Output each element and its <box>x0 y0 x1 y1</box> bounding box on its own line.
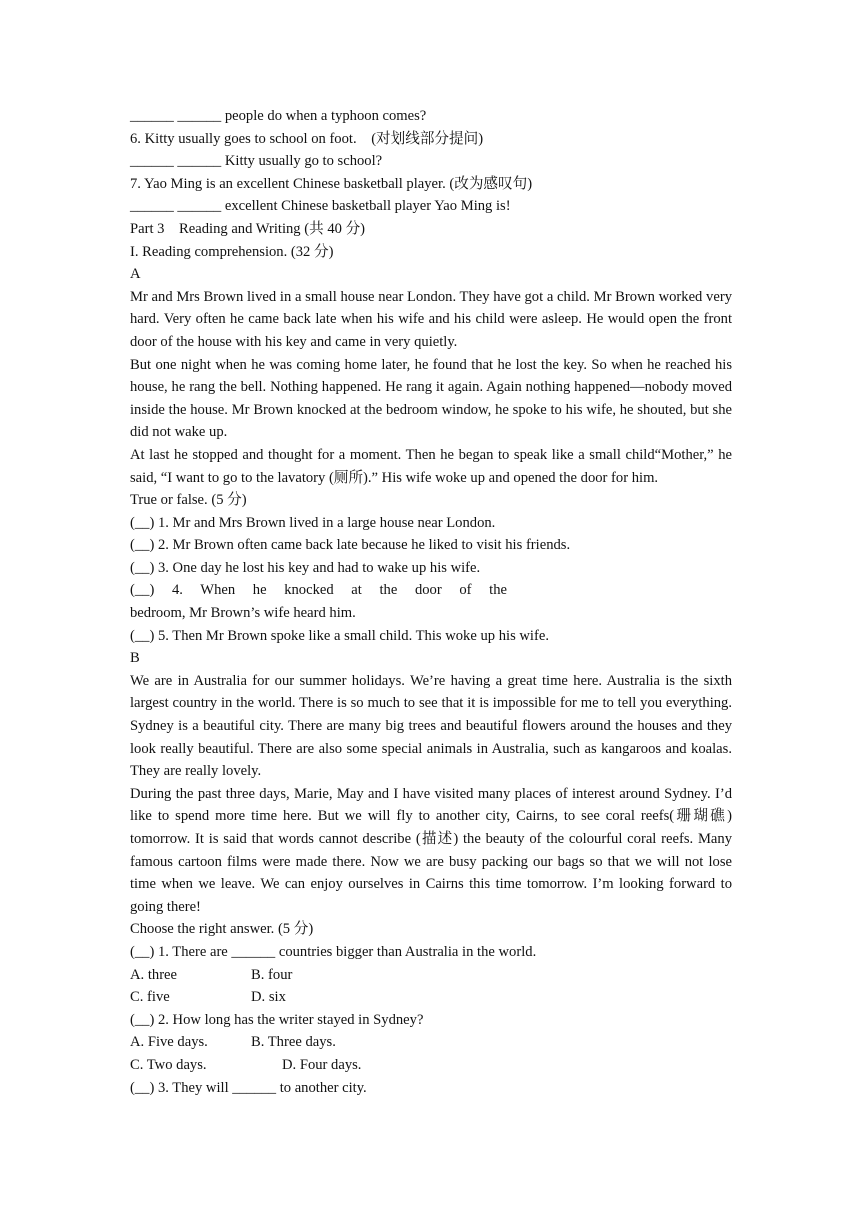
multiple-choice-instruction: Choose the right answer. (5 分) <box>130 921 314 938</box>
true-false-instruction: True or false. (5 分) <box>130 492 247 509</box>
passage-a-paragraph: Mr and Mrs Brown lived in a small house near London. They have got a child. Mr Brown worked very hard. Very often he came back late when his wife and his child were asleep. He would open the front door of the house with his key and came in very quietly. <box>130 288 732 350</box>
answer-options-row <box>130 986 732 1009</box>
true-false-item: (__) 2. Mr Brown often came back late because he liked to visit his friends. <box>130 537 571 554</box>
answer-options-row <box>130 964 732 987</box>
passage-a-paragraph: At last he stopped and thought for a moment. Then he began to speak like a small child“Mother,” he said, “I want to go to the lavatory (厕所).” His wife woke up and opened the door for him. <box>130 446 732 486</box>
answer-option: A. Five days. <box>130 1034 208 1051</box>
worksheet-page <box>130 105 732 1099</box>
answer-option: A. three <box>130 966 178 983</box>
answer-option: C. five <box>130 989 170 1006</box>
question-stem: (__) 1. There are ______ countries bigger than Australia in the world. <box>130 943 537 960</box>
answer-option: D. six <box>251 989 286 1006</box>
true-false-item: (__) 5. Then Mr Brown spoke like a small child. This woke up his wife. <box>130 627 549 644</box>
question-6: 6. Kitty usually goes to school on foot. (对划线部分提问) <box>130 130 484 147</box>
true-false-item-continuation: bedroom, Mr Brown’s wife heard him. <box>130 605 356 622</box>
answer-option: B. Three days. <box>251 1034 336 1051</box>
true-false-item: (__) 3. One day he lost his key and had to wake up his wife. <box>130 559 481 576</box>
answer-options-row <box>130 1031 732 1054</box>
part-3-heading: Part 3 Reading and Writing (共 40 分) <box>130 220 366 237</box>
question-stem: (__) 3. They will ______ to another city. <box>130 1079 367 1096</box>
fill-blank-line-7: ______ ______ excellent Chinese basketball player Yao Ming is! <box>130 198 511 215</box>
answer-option: C. Two days. <box>130 1056 207 1073</box>
answer-option: B. four <box>251 966 293 983</box>
question-7: 7. Yao Ming is an excellent Chinese basketball player. (改为感叹句) <box>130 175 533 192</box>
true-false-item: (__) 4. When he knocked at the door of the <box>130 582 507 599</box>
answer-option: D. Four days. <box>282 1056 362 1073</box>
passage-b-paragraph: We are in Australia for our summer holidays. We’re having a great time here. Australia is the sixth largest country in the world. There is so much to see that it is impossible for me to tell you everything. Sydney is a beautiful city. There are many big trees and beautiful flowers around the houses and they look really beautiful. There are also some special animals in Australia, such as kangaroos and koalas. They are really lovely. <box>130 672 732 780</box>
passage-a-paragraph: But one night when he was coming home later, he found that he lost the key. So when he reached his house, he rang the bell. Nothing happened. He rang it again. Again nothing happened—nobody moved inside the house. Mr Brown knocked at the bedroom window, he spoke to his wife, he shouted, but she did not wake up. <box>130 356 732 441</box>
section-b-label: B <box>130 650 140 667</box>
reading-comprehension-heading: I. Reading comprehension. (32 分) <box>130 243 334 260</box>
passage-b-paragraph: During the past three days, Marie, May and I have visited many places of interest around Sydney. I’d like to spend more time here. But we will fly to another city, Cairns, to see coral reefs(珊瑚礁) tomorrow. It is said that words cannot describe (描述) the beauty of the colourful coral reefs. Many famous cartoon films were made there. Now we are busy packing our bags so that we will not lose time when we leave. We can enjoy ourselves in Cairns this time tomorrow. I’m looking forward to going there! <box>130 785 732 915</box>
fill-blank-line-5: ______ ______ people do when a typhoon comes? <box>130 108 427 124</box>
answer-options-row <box>130 1054 732 1077</box>
section-a-label: A <box>130 266 141 283</box>
fill-blank-line-6: ______ ______ Kitty usually go to school? <box>130 153 383 170</box>
question-stem: (__) 2. How long has the writer stayed in Sydney? <box>130 1011 424 1028</box>
true-false-item: (__) 1. Mr and Mrs Brown lived in a large house near London. <box>130 514 496 531</box>
